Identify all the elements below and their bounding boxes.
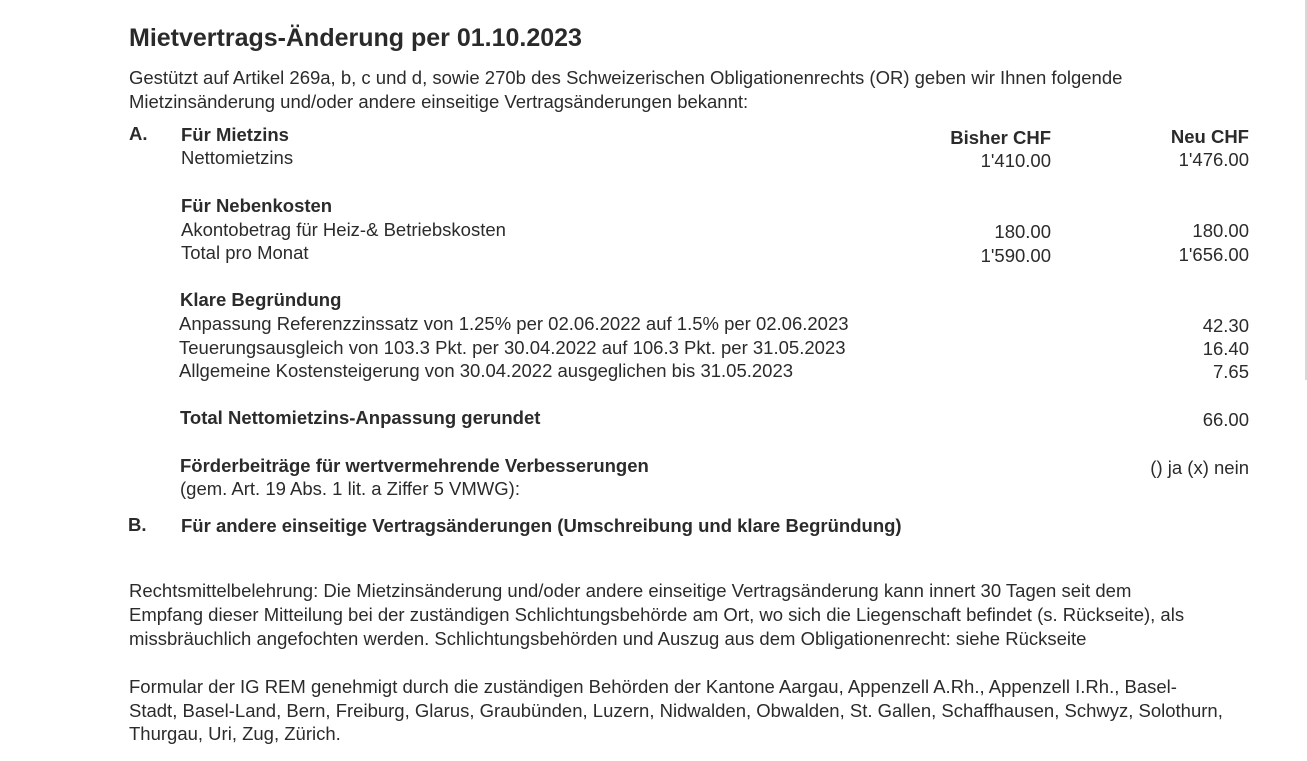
total-anpassung-value: 66.00 xyxy=(1202,409,1249,430)
begruendung-row-label: Anpassung Referenzzinssatz von 1.25% per 02.06.2022 auf 1.5% per 02.06.2023 xyxy=(179,313,849,334)
page-title: Mietvertrags-Änderung per 01.10.2023 xyxy=(129,24,582,52)
column-header-neu: Neu CHF xyxy=(1170,126,1249,147)
rechtsmittel-line-2: Empfang dieser Mitteilung bei der zuständigen Schlichtungsbehörde am Ort, wo sich die Liegenschaft befindet (s. Rückseite), als xyxy=(129,604,1185,625)
section-b-heading: Für andere einseitige Vertragsänderungen (Umschreibung und klare Begründung) xyxy=(181,515,902,536)
rechtsmittel-line-3: missbräuchlich angefochten werden. Schlichtungsbehörden und Auszug aus dem Obligationenrecht: siehe Rückseite xyxy=(129,628,1087,649)
nettomietzins-bisher: 1'410.00 xyxy=(980,150,1051,171)
akonto-bisher: 180.00 xyxy=(994,221,1051,242)
formular-line-3: Thurgau, Uri, Zug, Zürich. xyxy=(129,723,341,744)
intro-line-2: Mietzinsänderung und/oder andere einseitige Vertragsänderungen bekannt: xyxy=(129,91,749,112)
column-header-bisher: Bisher CHF xyxy=(950,127,1051,148)
akonto-label: Akontobetrag für Heiz-& Betriebskosten xyxy=(181,219,506,240)
begruendung-row-label: Teuerungsausgleich von 103.3 Pkt. per 30.04.2022 auf 106.3 Pkt. per 31.05.2023 xyxy=(179,337,846,358)
formular-line-1: Formular der IG REM genehmigt durch die zuständigen Behörden der Kantone Aargau, Appenzell A.Rh., Appenzell I.Rh., Basel- xyxy=(129,676,1177,697)
foerder-heading: Förderbeiträge für wertvermehrende Verbesserungen xyxy=(180,455,649,476)
begruendung-row-value: 16.40 xyxy=(1202,338,1249,359)
total-pro-monat-label: Total pro Monat xyxy=(181,242,309,263)
total-anpassung-label: Total Nettomietzins-Anpassung gerundet xyxy=(180,407,541,428)
section-a-heading: Für Mietzins xyxy=(181,124,289,145)
section-b-letter: B. xyxy=(128,514,147,535)
begruendung-row-value: 7.65 xyxy=(1212,361,1249,382)
formular-line-2: Stadt, Basel-Land, Bern, Freiburg, Glarus, Graubünden, Luzern, Nidwalden, Obwalden, St. Gallen, Schaffhausen, Schwyz, Solothurn, xyxy=(129,700,1223,721)
intro-line-1: Gestützt auf Artikel 269a, b, c und d, sowie 270b des Schweizerischen Obligationenrechts (OR) geben wir Ihnen folgende xyxy=(129,67,1123,88)
total-pro-monat-bisher: 1'590.00 xyxy=(980,245,1051,266)
begruendung-heading: Klare Begründung xyxy=(180,289,342,310)
begruendung-row-label: Allgemeine Kostensteigerung von 30.04.2022 ausgeglichen bis 31.05.2023 xyxy=(179,360,794,381)
section-a-letter: A. xyxy=(129,123,148,144)
foerder-choice: () ja (x) nein xyxy=(1150,457,1249,478)
akonto-neu: 180.00 xyxy=(1192,220,1249,241)
nettomietzins-neu: 1'476.00 xyxy=(1178,149,1249,170)
total-pro-monat-neu: 1'656.00 xyxy=(1178,244,1249,265)
foerder-sub: (gem. Art. 19 Abs. 1 lit. a Ziffer 5 VMWG): xyxy=(180,478,520,499)
nebenkosten-heading: Für Nebenkosten xyxy=(181,195,333,216)
begruendung-row-value: 42.30 xyxy=(1202,315,1249,336)
rechtsmittel-line-1: Rechtsmittelbelehrung: Die Mietzinsänderung und/oder andere einseitige Vertragsänderung kann innert 30 Tagen seit dem xyxy=(129,580,1132,601)
nettomietzins-label: Nettomietzins xyxy=(181,147,294,168)
